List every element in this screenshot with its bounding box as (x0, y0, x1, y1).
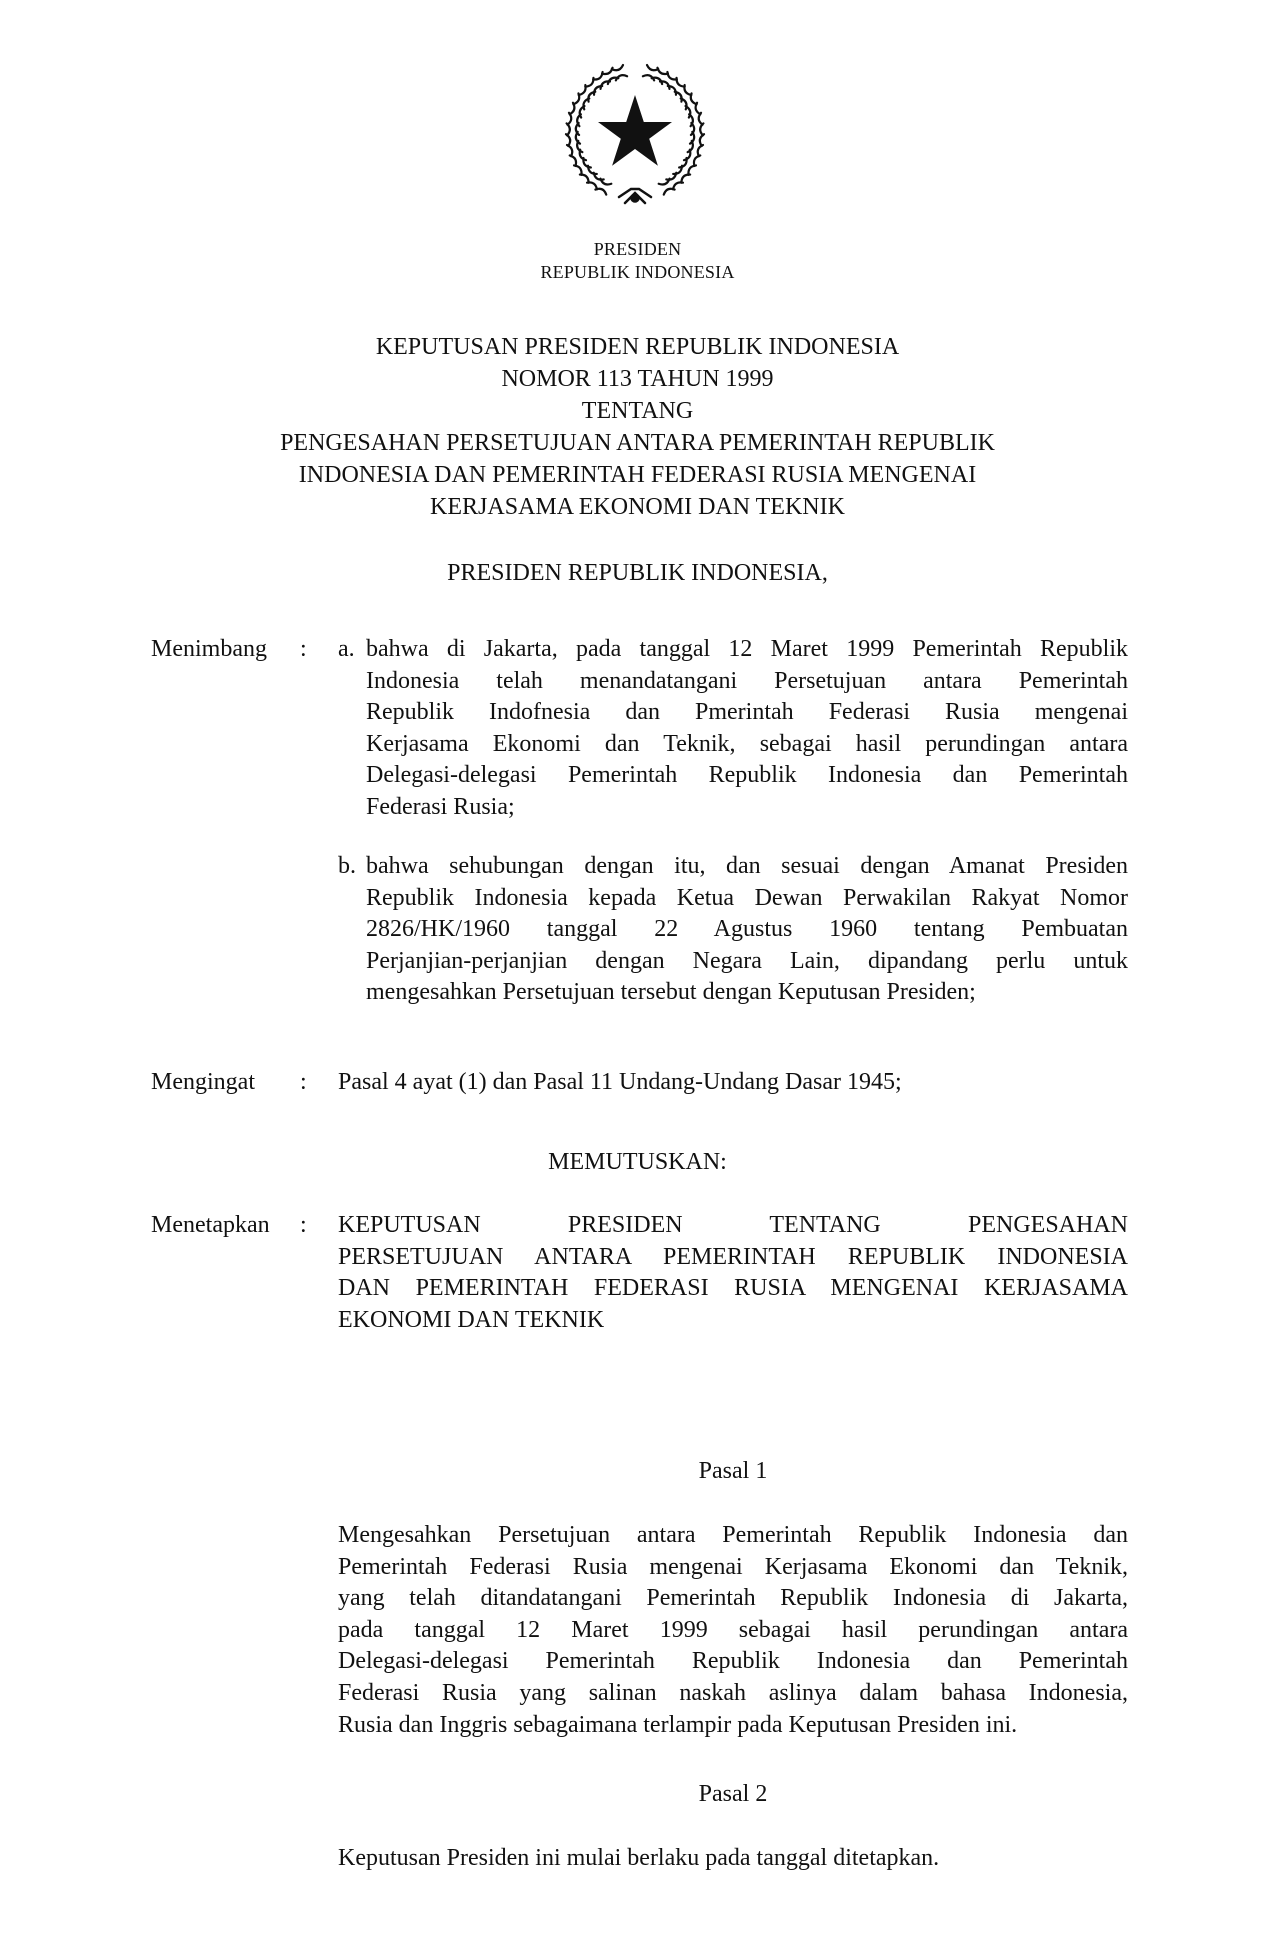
menimbang-colon: : (300, 636, 307, 662)
mengingat-label: Mengingat (151, 1069, 255, 1095)
issuer-line: PRESIDEN REPUBLIK INDONESIA, (447, 560, 828, 586)
text-line: Federasi Rusia yang salinan naskah aslinya dalam bahasa Indonesia, (338, 1679, 1128, 1706)
memutuskan-heading: MEMUTUSKAN: (548, 1149, 727, 1175)
title-line: PENGESAHAN PERSETUJUAN ANTARA PEMERINTAH REPUBLIK (280, 430, 995, 456)
text-line: pada tanggal 12 Maret 1999 sebagai hasil perundingan antara (338, 1616, 1128, 1643)
text-line: Indonesia telah menandatangani Persetujuan antara Pemerintah (366, 667, 1128, 694)
text-line: Pemerintah Federasi Rusia mengenai Kerjasama Ekonomi dan Teknik, (338, 1553, 1128, 1580)
emblem-graphic (553, 57, 717, 219)
text-line: mengesahkan Persetujuan tersebut dengan Keputusan Presiden; (366, 979, 976, 1006)
text-line: DAN PEMERINTAH FEDERASI RUSIA MENGENAI KERJASAMA (338, 1275, 1128, 1302)
title-line: TENTANG (581, 398, 694, 424)
mengingat-colon: : (300, 1069, 307, 1095)
presidential-emblem-icon (553, 57, 717, 219)
title-line: INDONESIA DAN PEMERINTAH FEDERASI RUSIA MENGENAI (298, 462, 977, 488)
text-line: Delegasi-delegasi Pemerintah Republik Indonesia dan Pemerintah (366, 762, 1128, 789)
text-line: PERSETUJUAN ANTARA PEMERINTAH REPUBLIK INDONESIA (338, 1243, 1128, 1270)
letterhead-presiden: PRESIDEN (593, 239, 682, 259)
pasal-1-text (338, 1520, 1128, 1741)
text-line: 2826/HK/1960 tanggal 22 Agustus 1960 tentang Pembuatan (366, 916, 1128, 943)
text-line: Mengesahkan Persetujuan antara Pemerintah Republik Indonesia dan (338, 1522, 1128, 1548)
text-line: Republik Indonesia kepada Ketua Dewan Perwakilan Rakyat Nomor (366, 884, 1128, 911)
text-line: Delegasi-delegasi Pemerintah Republik Indonesia dan Pemerintah (338, 1648, 1128, 1675)
text-line: bahwa sehubungan dengan itu, dan sesuai dengan Amanat Presiden (366, 853, 1128, 879)
pasal-2-heading: Pasal 2 (698, 1781, 768, 1807)
text-line: bahwa di Jakarta, pada tanggal 12 Maret 1999 Pemerintah Republik (366, 636, 1128, 662)
text-line: Federasi Rusia; (366, 793, 515, 820)
text-line: Republik Indofnesia dan Pmerintah Federasi Rusia mengenai (366, 699, 1128, 726)
title-line: KEPUTUSAN PRESIDEN REPUBLIK INDONESIA (375, 334, 900, 360)
mengingat-text: Pasal 4 ayat (1) dan Pasal 11 Undang-Undang Dasar 1945; (338, 1069, 902, 1095)
text-line: Perjanjian-perjanjian dengan Negara Lain, dipandang perlu untuk (366, 947, 1128, 974)
text-line: yang telah ditandatangani Pemerintah Republik Indonesia di Jakarta, (338, 1585, 1128, 1612)
letterhead-republik-indonesia: REPUBLIK INDONESIA (540, 262, 735, 282)
menimbang-item-b (366, 851, 1128, 1009)
menimbang-item-b-marker: b. (338, 853, 356, 879)
pasal-1-heading: Pasal 1 (698, 1458, 768, 1484)
wreath-leaf (616, 75, 627, 80)
menimbang-label: Menimbang (151, 636, 267, 662)
title-line: NOMOR 113 TAHUN 1999 (501, 366, 774, 392)
text-line: Kerjasama Ekonomi dan Teknik, sebagai hasil perundingan antara (366, 730, 1128, 757)
text-line: KEPUTUSAN PRESIDEN TENTANG PENGESAHAN (338, 1212, 1128, 1238)
pasal-2-text: Keputusan Presiden ini mulai berlaku pada tanggal ditetapkan. (338, 1845, 940, 1871)
document-title (0, 331, 1275, 523)
menetapkan-colon: : (300, 1212, 307, 1238)
menimbang-item-a (366, 634, 1128, 824)
title-line: KERJASAMA EKONOMI DAN TEKNIK (430, 494, 845, 520)
menetapkan-text (338, 1210, 1128, 1336)
star-icon (598, 95, 672, 166)
text-line: Rusia dan Inggris sebagaimana terlampir pada Keputusan Presiden ini. (338, 1711, 1018, 1738)
text-line: EKONOMI DAN TEKNIK (338, 1306, 605, 1333)
wreath-leaf (643, 75, 654, 80)
menimbang-item-a-marker: a. (338, 636, 355, 662)
menetapkan-label: Menetapkan (151, 1212, 270, 1238)
